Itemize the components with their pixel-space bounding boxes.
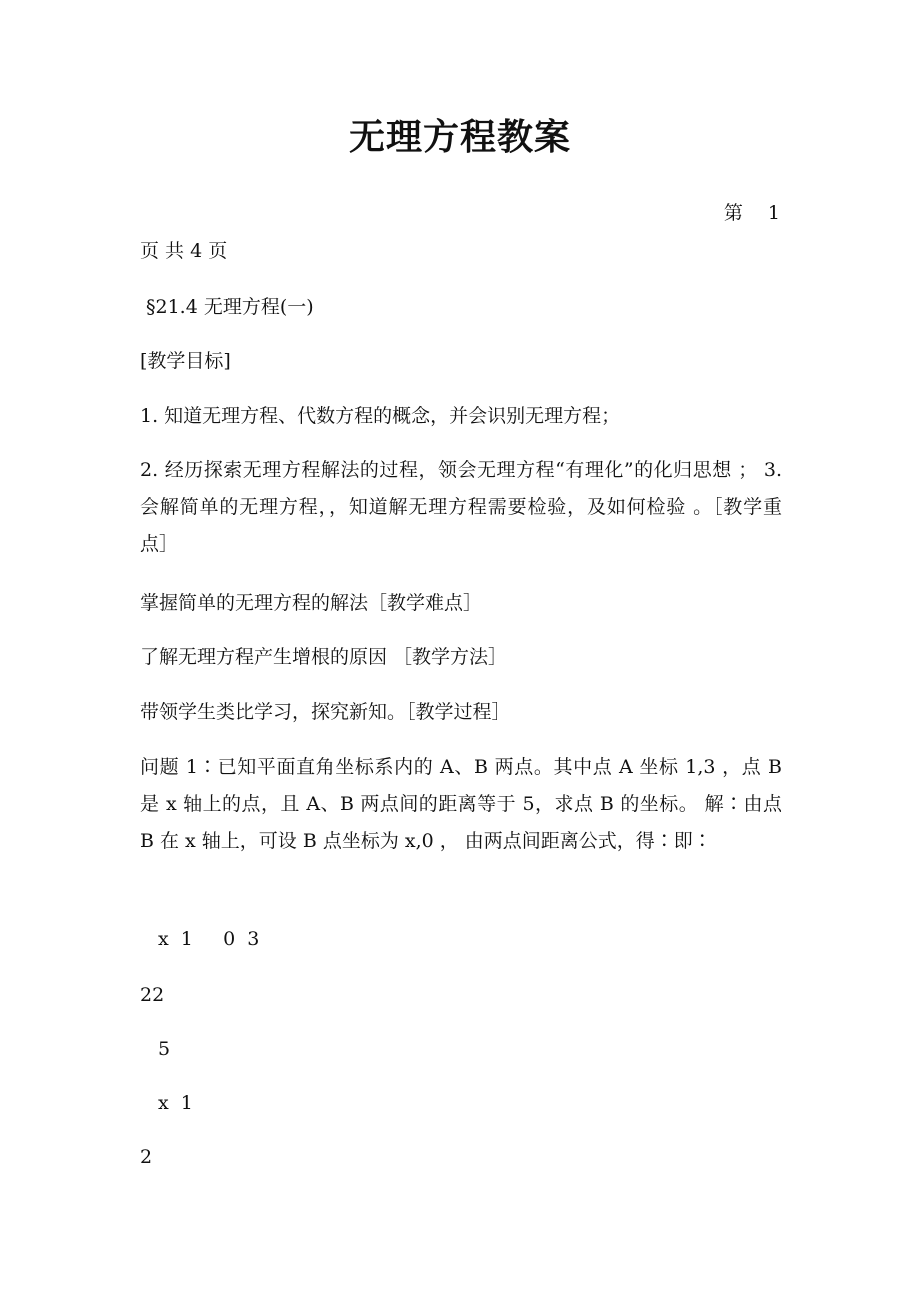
- teaching-method: 带领学生类比学习，探究新知。［教学过程］: [140, 701, 511, 723]
- formula-line-1: x 1 0 3: [158, 928, 260, 950]
- formula-line-2: 22: [140, 984, 165, 1006]
- goals-header: [教学目标]: [140, 350, 231, 372]
- page-title: 无理方程教案: [348, 116, 571, 158]
- goal-1: 1. 知道无理方程、代数方程的概念，并会识别无理方程；: [140, 405, 621, 427]
- formula-line-5: 2: [140, 1146, 153, 1168]
- goal-2-block: 2. 经历探索无理方程解法的过程，领会无理方程“有理化”的化归思想 ； 3. 会解简单的无理方程，，知道解无理方程需要检验，及如何检验 。［教学重点］: [140, 459, 782, 555]
- formula-line-4: x 1: [158, 1092, 193, 1114]
- problem-1: 问题 1∶已知平面直角坐标系内的 A、B 两点。其中点 A 坐标 1,3 ，点 B 是 x 轴上的点，且 A、B 两点间的距离等于 5，求点 B 的坐标。 解∶由点 B 在 x 轴上，可设 B 点坐标为 x,0 ， 由两点间距离公式，得∶即∶: [140, 756, 782, 852]
- formula-line-3: 5: [158, 1038, 171, 1060]
- section-heading: §21.4 无理方程(一): [146, 296, 314, 318]
- page-number-suffix: 页 共 4 页: [140, 240, 228, 262]
- page-number-prefix: 第 1: [723, 202, 780, 224]
- key-point: 掌握简单的无理方程的解法［教学难点］: [140, 592, 483, 614]
- difficulty: 了解无理方程产生增根的原因 ［教学方法］: [140, 646, 508, 668]
